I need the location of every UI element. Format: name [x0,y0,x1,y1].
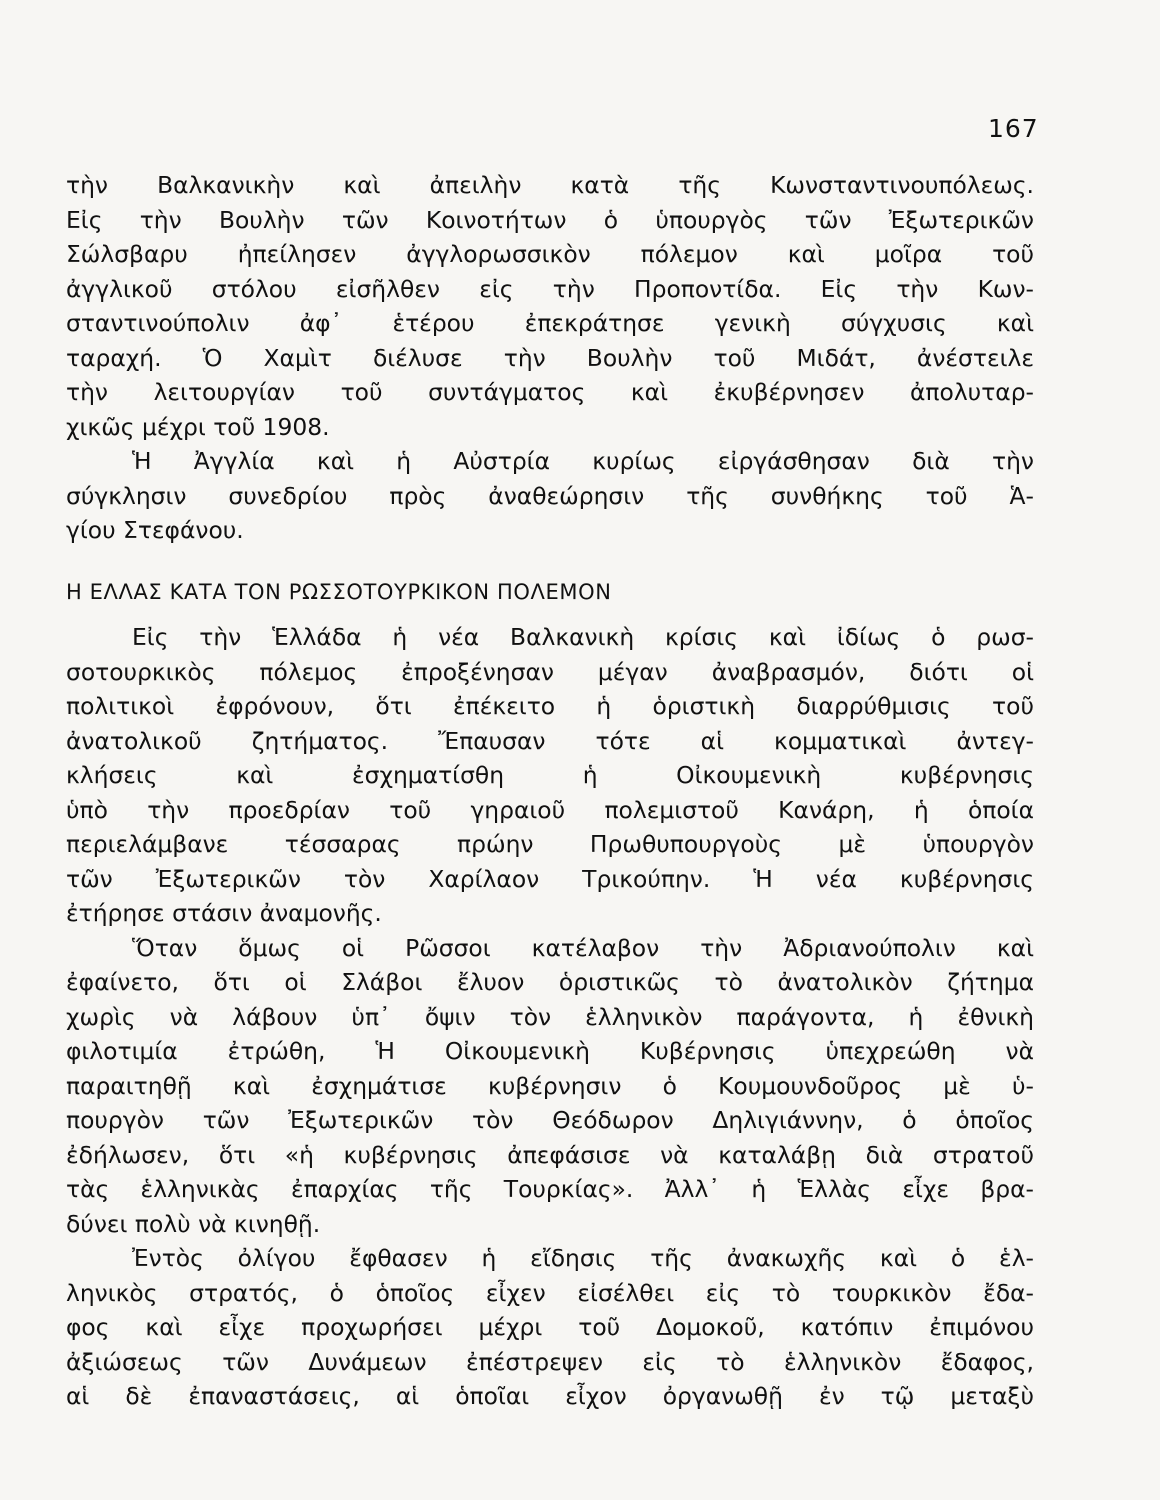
text-line: τῶν Ἐξωτερικῶν τὸν Χαρίλαον Τρικούπην. Ἡ νέα κυβέρνησις [66,864,1034,893]
text-line: παραιτηθῇ καὶ ἐσχημάτισε κυβέρνησιν ὁ Κουμουνδοῦρος μὲ ὑ- [66,1071,1034,1100]
text-line: Εἰς τὴν Βουλὴν τῶν Κοινοτήτων ὁ ὑπουργὸς τῶν Ἐξωτερικῶν [66,205,1034,234]
text-line: ταραχή. Ὁ Χαμὶτ διέλυσε τὴν Βουλὴν τοῦ Μιδάτ, ἀνέστειλε [66,343,1034,372]
text-block-2 [66,620,1034,1414]
text-line: Εἰς τὴν Ἑλλάδα ἡ νέα Βαλκανικὴ κρίσις καὶ ἰδίως ὁ ρωσ- [132,623,1034,651]
text-line: Ἡ Ἀγγλία καὶ ἡ Αὐστρία κυρίως εἰργάσθησαν διὰ τὴν [132,447,1034,475]
text-line: ληνικὸς στρατός, ὁ ὁποῖος εἶχεν εἰσέλθει εἰς τὸ τουρκικὸν ἔδα- [66,1278,1034,1307]
text-block-1 [66,168,1034,548]
text-line: Ἐντὸς ὀλίγου ἔφθασεν ἡ εἴδησις τῆς ἀνακωχῆς καὶ ὁ ἑλ- [132,1244,1034,1272]
text-line: Ὅταν ὅμως οἱ Ρῶσσοι κατέλαβον τὴν Ἀδριανούπολιν καὶ [132,933,1034,962]
text-line: ἀνατολικοῦ ζητήματος. Ἔπαυσαν τότε αἱ κομματικαὶ ἀντεγ- [66,726,1034,755]
text-line: δύνει πολὺ νὰ κινηθῇ. [66,1209,321,1238]
text-line: ἀγγλικοῦ στόλου εἰσῆλθεν εἰς τὴν Προποντίδα. Εἰς τὴν Κων- [66,274,1034,303]
section-heading: Η ΕΛΛΑΣ ΚΑΤΑ ΤΟΝ ΡΩΣΣΟΤΟΥΡΚΙΚΟΝ ΠΟΛΕΜΟΝ [66,580,612,604]
text-line: ἐφαίνετο, ὅτι οἱ Σλάβοι ἔλυον ὁριστικῶς τὸ ἀνατολικὸν ζήτημα [66,968,1034,996]
text-line: σταντινούπολιν ἀφ᾿ ἑτέρου ἐπεκράτησε γενικὴ σύγχυσις καὶ [66,309,1034,337]
text-line: πουργὸν τῶν Ἐξωτερικῶν τὸν Θεόδωρον Δηλιγιάννην, ὁ ὁποῖος [66,1106,1034,1134]
page-number: 167 [988,114,1039,143]
text-line: σοτουρκικὸς πόλεμος ἐπροξένησαν μέγαν ἀναβρασμόν, διότι οἱ [66,657,1034,686]
text-line: φος καὶ εἶχε προχωρήσει μέχρι τοῦ Δομοκοῦ, κατόπιν ἐπιμόνου [66,1313,1034,1341]
text-line: ὑπὸ τὴν προεδρίαν τοῦ γηραιοῦ πολεμιστοῦ Κανάρη, ἡ ὁποία [66,795,1034,824]
text-line: χικῶς μέχρι τοῦ 1908. [66,412,330,441]
text-line: Σώλσβαρυ ἠπείλησεν ἀγγλορωσσικὸν πόλεμον καὶ μοῖρα τοῦ [66,240,1034,268]
text-line: τὴν λειτουργίαν τοῦ συντάγματος καὶ ἐκυβέρνησεν ἀπολυταρ- [66,378,1034,406]
text-line: αἱ δὲ ἐπαναστάσεις, αἱ ὁποῖαι εἶχον ὀργανωθῇ ἐν τῷ μεταξὺ [66,1382,1034,1410]
text-line: τὴν Βαλκανικὴν καὶ ἀπειλὴν κατὰ τῆς Κωνσταντινουπόλεως. [66,171,1034,199]
text-line: τὰς ἑλληνικὰς ἐπαρχίας τῆς Τουρκίας». Ἀλλ᾿ ἡ Ἑλλὰς εἶχε βρα- [66,1175,1034,1203]
text-line: πολιτικοὶ ἐφρόνουν, ὅτι ἐπέκειτο ἡ ὁριστικὴ διαρρύθμισις τοῦ [66,692,1034,720]
text-line: ἐτήρησε στάσιν ἀναμονῆς. [66,899,382,927]
text-line: φιλοτιμία ἐτρώθη, Ἡ Οἰκουμενικὴ Κυβέρνησις ὑπεχρεώθη νὰ [66,1037,1034,1065]
text-line: γίου Στεφάνου. [66,516,244,544]
text-line: σύγκλησιν συνεδρίου πρὸς ἀναθεώρησιν τῆς συνθήκης τοῦ Ἁ- [66,481,1034,510]
text-line: χωρὶς νὰ λάβουν ὑπ᾿ ὄψιν τὸν ἑλληνικὸν παράγοντα, ἡ ἐθνικὴ [66,1002,1034,1031]
text-line: περιελάμβανε τέσσαρας πρώην Πρωθυπουργοὺς μὲ ὑπουργὸν [66,830,1034,858]
text-line: ἐδήλωσεν, ὅτι «ἡ κυβέρνησις ἀπεφάσισε νὰ καταλάβῃ διὰ στρατοῦ [66,1140,1034,1169]
text-line: ἀξιώσεως τῶν Δυνάμεων ἐπέστρεψεν εἰς τὸ ἑλληνικὸν ἔδαφος, [66,1347,1034,1376]
text-line: κλήσεις καὶ ἐσχηματίσθη ἡ Οἰκουμενικὴ κυβέρνησις [66,761,1034,789]
